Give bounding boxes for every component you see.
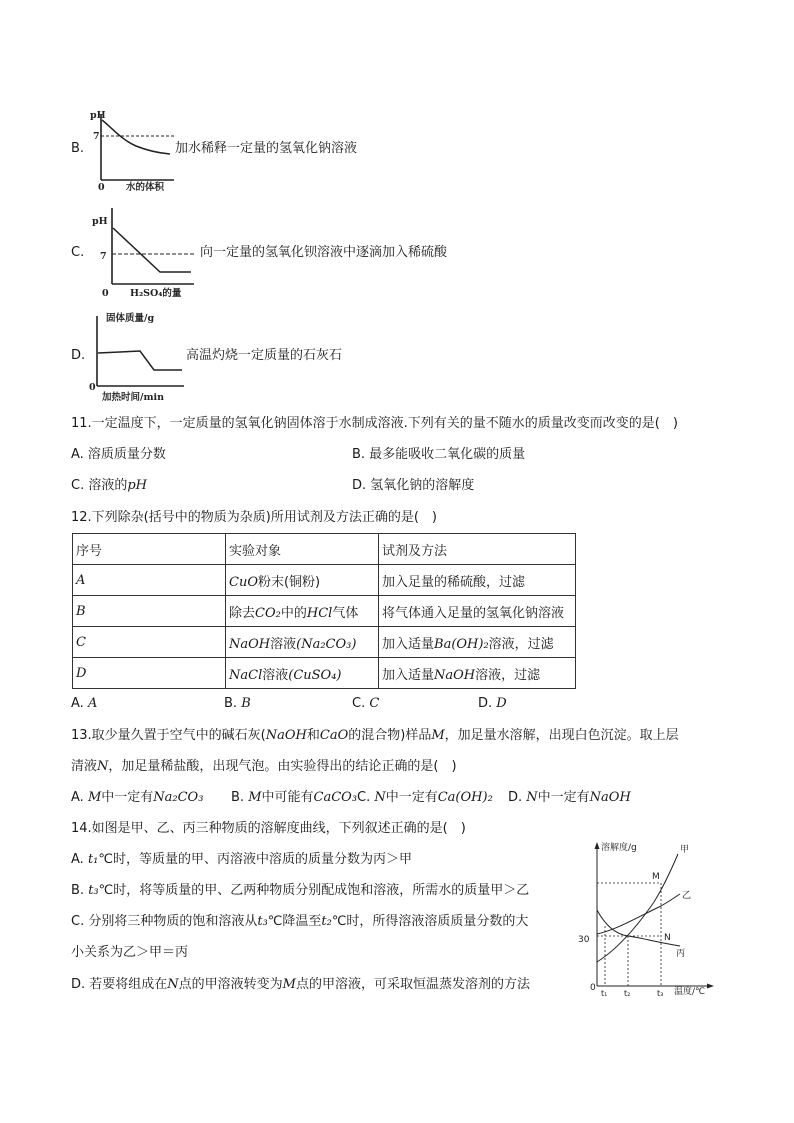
- row-id: C: [73, 627, 226, 658]
- curve-label-jia: 甲: [680, 845, 690, 855]
- row-method: 加入适量Ba(OH)₂溶液，过滤: [379, 627, 576, 658]
- q12-option-a: A. A: [71, 696, 98, 711]
- q10-c-xlabel: H₂SO₄的量: [130, 288, 182, 298]
- q12-stem: 12.下列除杂(括号中的物质为杂质)所用试剂及方法正确的是( ): [71, 510, 437, 525]
- graph-y30: 30: [578, 935, 590, 945]
- q13-option-b: B. M中可能有CaCO₃: [231, 790, 358, 805]
- row-method: 加入足量的稀硫酸，过滤: [379, 565, 576, 596]
- q10-b-mark7: 7: [93, 131, 100, 142]
- q10-c-graph: [88, 206, 198, 298]
- q10-c-ylabel: pH: [92, 216, 108, 227]
- q10-option-c-letter: C.: [71, 245, 85, 260]
- q12-option-d: D. D: [478, 696, 507, 711]
- graph-ylabel: 溶解度/g: [601, 843, 637, 853]
- q10-b-xlabel: 水的体积: [126, 182, 165, 192]
- q14-option-a: A. t₁℃时，等质量的甲、丙溶液中溶质的质量分数为丙＞甲: [71, 852, 412, 867]
- q10-b-graph: [88, 106, 178, 192]
- table-row: [73, 565, 576, 596]
- table-row: [73, 627, 576, 658]
- tick-t3: t₃: [657, 989, 664, 998]
- table-row: [73, 658, 576, 689]
- q12-table: [72, 533, 576, 689]
- q13-stem-line2: 清液N，加足量稀盐酸，出现气泡。由实验得出的结论正确的是( ): [71, 759, 457, 774]
- tick-t2: t₂: [624, 989, 631, 998]
- q14-solubility-graph: [576, 838, 716, 998]
- graph-origin: 0: [590, 983, 596, 993]
- row-object: NaOH溶液(Na₂CO₃): [226, 627, 379, 658]
- q10-option-d-letter: D.: [71, 348, 86, 363]
- q10-c-mark7: 7: [100, 251, 107, 262]
- q11-option-a: A. 溶质质量分数: [71, 447, 166, 462]
- q10-option-b-text: 加水稀释一定量的氢氧化钠溶液: [175, 141, 358, 156]
- q10-b-origin: 0: [98, 182, 105, 192]
- q14-option-b: B. t₃℃时，将等质量的甲、乙两种物质分别配成饱和溶液，所需水的质量甲＞乙: [71, 883, 530, 898]
- q14-option-c-line1: C. 分别将三种物质的饱和溶液从t₃℃降温至t₂℃时，所得溶液溶质质量分数的大: [71, 914, 529, 929]
- q13-option-d: D. N中一定有NaOH: [508, 790, 631, 805]
- table-header-row: [73, 534, 576, 565]
- q10-option-b-letter: B.: [71, 141, 85, 156]
- point-n-label: N: [664, 933, 671, 943]
- q14-stem: 14.如图是甲、乙、丙三种物质的溶解度曲线，下列叙述正确的是( ): [71, 821, 466, 836]
- table-header-cell: 试剂及方法: [379, 534, 576, 565]
- q14-option-c-line2: 小关系为乙＞甲＝丙: [71, 945, 189, 960]
- row-object: NaCl溶液(CuSO₄): [226, 658, 379, 689]
- row-object: 除去CO₂中的HCl气体: [226, 596, 379, 627]
- q11-stem: 11.一定温度下，一定质量的氢氧化钠固体溶于水制成溶液.下列有关的量不随水的质量改变而改变的是( ): [71, 416, 678, 431]
- q13-stem-line1: 13.取少量久置于空气中的碱石灰(NaOH和CaO的混合物)样品M，加足量水溶解，出现白色沉淀。取上层: [71, 728, 679, 743]
- table-row: [73, 596, 576, 627]
- q10-d-xlabel: 加热时间/min: [102, 392, 165, 402]
- q10-option-d-text: 高温灼烧一定质量的石灰石: [186, 348, 343, 363]
- row-id: D: [73, 658, 226, 689]
- graph-xlabel: 温度/℃: [674, 987, 706, 997]
- q11-option-d: D. 氢氧化钠的溶解度: [352, 478, 475, 493]
- q10-d-ylabel: 固体质量/g: [106, 313, 155, 324]
- table-header-cell: 序号: [73, 534, 226, 565]
- q13-option-c: C. N中一定有Ca(OH)₂: [357, 790, 493, 805]
- row-method: 加入适量NaOH溶液，过滤: [379, 658, 576, 689]
- q11-option-c: C. 溶液的pH: [71, 478, 148, 493]
- q10-c-origin: 0: [102, 288, 109, 298]
- tick-t1: t₁: [601, 989, 608, 998]
- q11-option-b: B. 最多能吸收二氧化碳的质量: [352, 447, 526, 462]
- q12-option-c: C. C: [352, 696, 380, 711]
- q10-d-graph: [88, 310, 188, 402]
- q13-option-a: A. M中一定有Na₂CO₃: [71, 790, 204, 805]
- point-m-label: M: [652, 872, 660, 882]
- q12-option-b: B. B: [224, 696, 251, 711]
- q10-option-c-text: 向一定量的氢氧化钡溶液中逐滴加入稀硫酸: [200, 245, 448, 260]
- row-id: A: [73, 565, 226, 596]
- curve-label-yi: 乙: [682, 891, 692, 901]
- curve-label-bing: 丙: [676, 949, 686, 959]
- row-method: 将气体通入足量的氢氧化钠溶液: [379, 596, 576, 627]
- row-id: B: [73, 596, 226, 627]
- q10-b-ylabel: pH: [90, 110, 106, 121]
- row-object: CuO粉末(铜粉): [226, 565, 379, 596]
- q10-d-origin: 0: [89, 382, 96, 393]
- table-header-cell: 实验对象: [226, 534, 379, 565]
- q14-option-d: D. 若要将组成在N点的甲溶液转变为M点的甲溶液，可采取恒温蒸发溶剂的方法: [71, 977, 530, 992]
